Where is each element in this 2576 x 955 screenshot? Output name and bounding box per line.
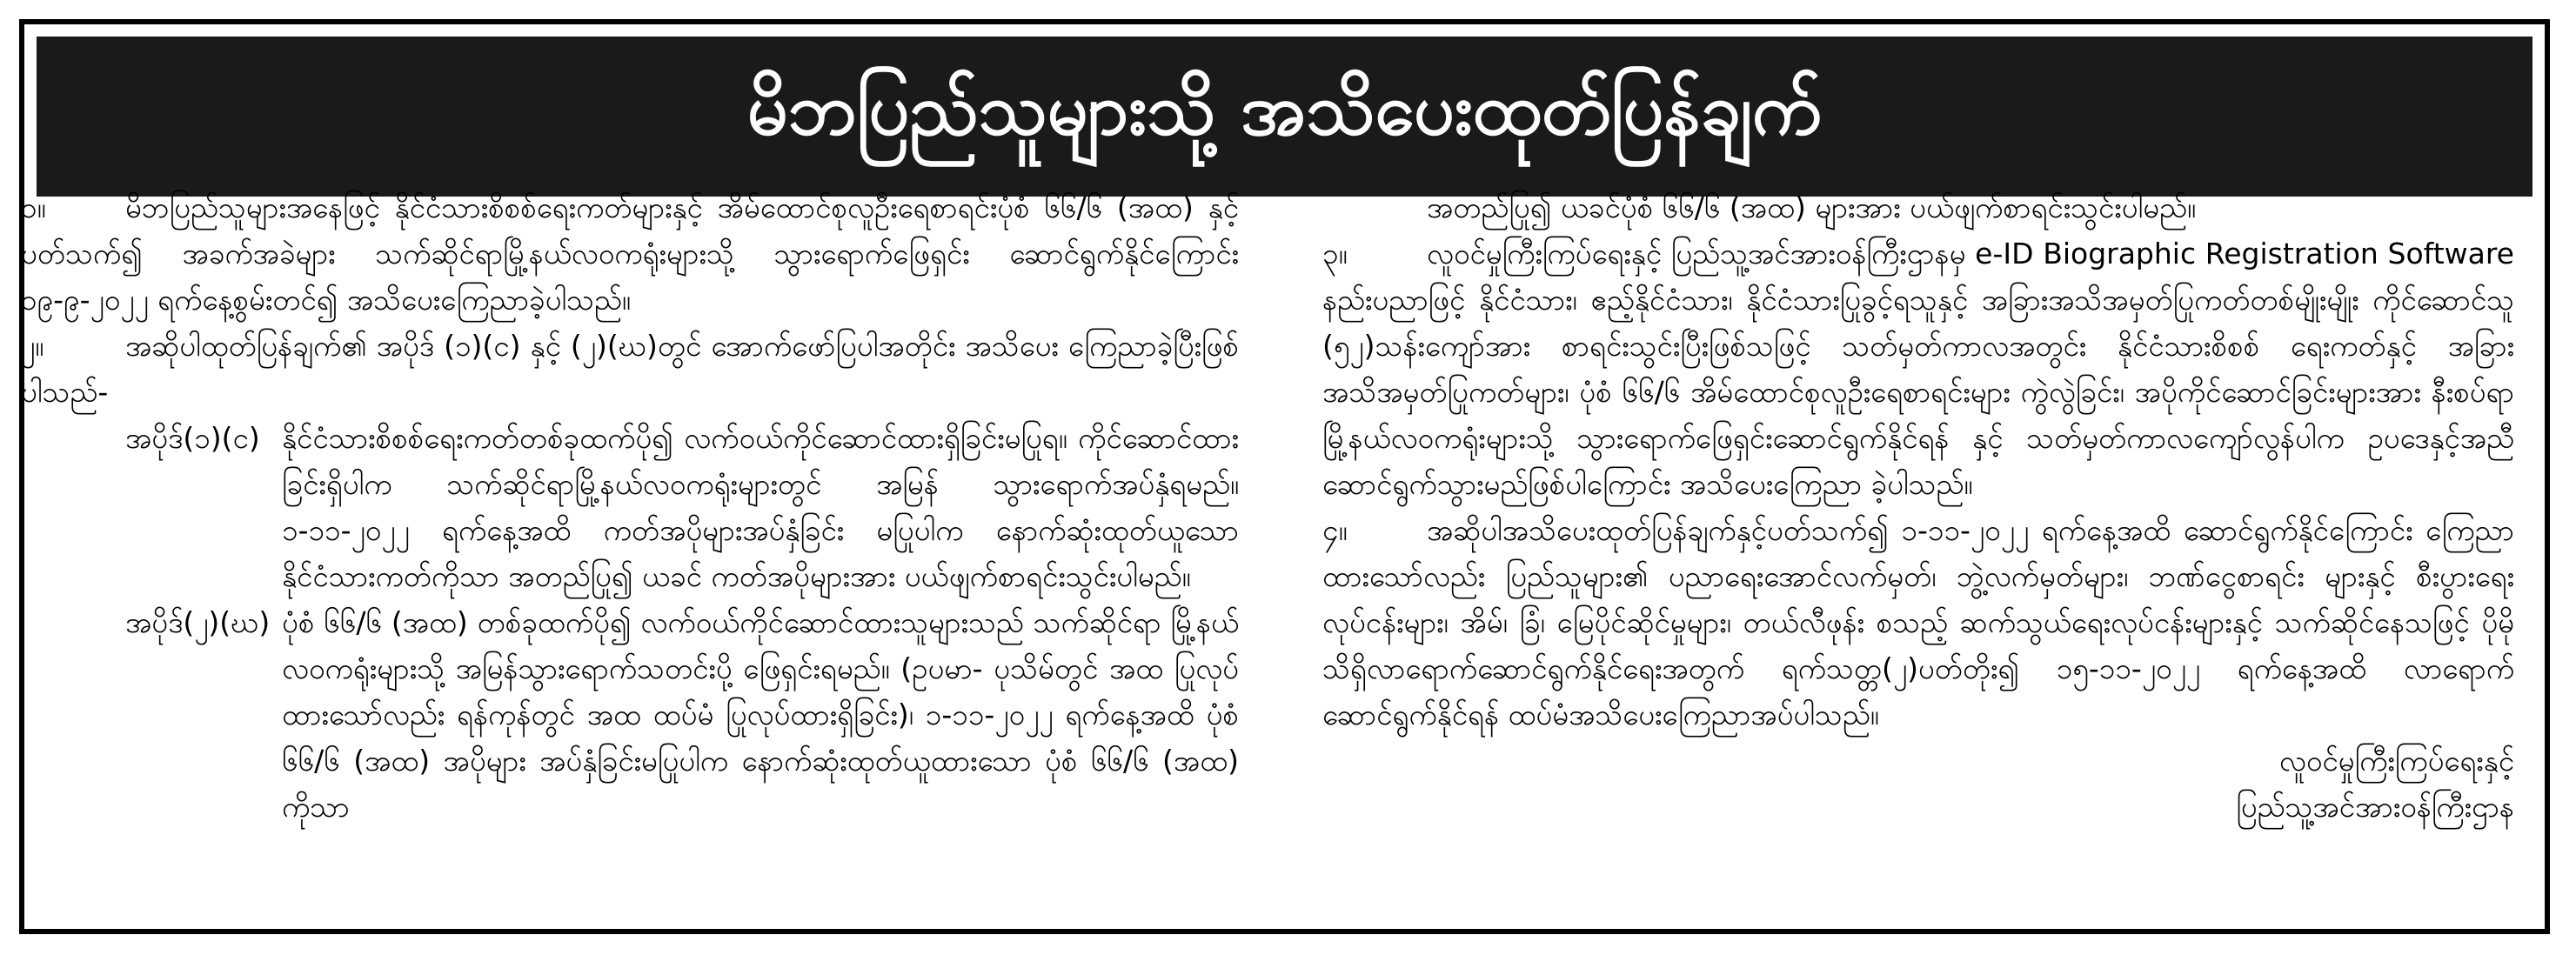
clause-1c [21, 415, 1239, 599]
paragraph-4-number: ၄။ [1322, 513, 1348, 547]
clause-2d-text: ပုံစံ ၆၆/၆ (အထ) တစ်ခုထက်ပို၍ လက်ဝယ်ကိုင်ဆောင်ထားသူများသည် သက်ဆိုင်ရာ မြို့နယ်လဝကရုံးများသို့ အမြန်သွားရောက်သတင်းပို့ ဖြေရှင်းရမည်။ (ဥပမာ- ပုသိမ်တွင် အထ ပြုလုပ်ထားသော်လည်း ရန်ကုန်တွင် အထ ထပ်မံ ပြုလုပ်ထားရှိခြင်း)၊ ၁-၁၁-၂၀၂၂ ရက်နေ့အထိ ပုံစံ ၆၆/၆ (အထ) အပိုများ အပ်နှံခြင်းမပြုပါက နောက်ဆုံးထုတ်ယူထားသော ပုံစံ ၆၆/၆ (အထ) ကိုသာ [282, 605, 1239, 824]
paragraph-1-text: မိဘပြည်သူများအနေဖြင့် နိုင်ငံသားစိစစ်ရေးကတ်များနှင့် အိမ်ထောင်စုလူဦးရေစာရင်းပုံစံ ၆၆/၆ (အထ) နှင့်ပတ်သက်၍ အခက်အခဲများ သက်ဆိုင်ရာမြို့နယ်လဝကရုံးများသို့ သွားရောက်ဖြေရှင်း ဆောင်ရွက်နိုင်ကြောင်း ၁၉-၉-၂၀၂၂ ရက်နေ့စွမ်းတင်၍ အသိပေးကြေညာခဲ့ပါသည်။ [21, 190, 1239, 317]
paragraph-2 [21, 323, 1239, 415]
paragraph-3-text: လူဝင်မှုကြီးကြပ်ရေးနှင့် ပြည်သူ့အင်အားဝန်ကြီးဌာနမှ e-ID Biographic Registration Software နည်းပညာဖြင့် နိုင်ငံသား၊ ဧည့်နိုင်ငံသား၊ နိုင်ငံသားပြုခွင့်ရသူနှင့် အခြားအသိအမှတ်ပြုကတ်တစ်မျိုးမျိုး ကိုင်ဆောင်သူ (၅၂)သန်းကျော်အား စာရင်းသွင်းပြီးဖြစ်သဖြင့် သတ်မှတ်ကာလအတွင်း နိုင်ငံသားစိစစ် ရေးကတ်နှင့် အခြားအသိအမှတ်ပြုကတ်များ၊ ပုံစံ ၆၆/၆ အိမ်ထောင်စုလူဦးရေစာရင်းများ ကွဲလွဲခြင်း၊ အပိုကိုင်ဆောင်ခြင်းများအား နီးစပ်ရာမြို့နယ်လဝကရုံးများသို့ သွားရောက်ဖြေရှင်းဆောင်ရွက်နိုင်ရန် နှင့် သတ်မှတ်ကာလကျော်လွန်ပါက ဥပဒေနှင့်အညီ ဆောင်ရွက်သွားမည်ဖြစ်ပါကြောင်း အသိပေးကြေညာ ခဲ့ပါသည်။ [1322, 237, 2514, 501]
paragraph-1-number: ၁။ [21, 190, 46, 224]
paragraph-1 [21, 184, 1239, 323]
clause-1c-text: နိုင်ငံသားစိစစ်ရေးကတ်တစ်ခုထက်ပို၍ လက်ဝယ်ကိုင်ဆောင်ထားရှိခြင်းမပြုရ။ ကိုင်ဆောင်ထားခြင်းရှိပါက သက်ဆိုင်ရာမြို့နယ်လဝကရုံးများတွင် အမြန် သွားရောက်အပ်နှံရမည်။ ၁-၁၁-၂၀၂၂ ရက်နေ့အထိ ကတ်အပိုများအပ်နှံခြင်း မပြုပါက နောက်ဆုံးထုတ်ယူသော နိုင်ငံသားကတ်ကိုသာ အတည်ပြု၍ ယခင် ကတ်အပိုများအား ပယ်ဖျက်စာရင်းသွင်းပါမည်။ [282, 421, 1239, 593]
signature-line-1: လူဝင်မှုကြီးကြပ်ရေးနှင့် [2278, 744, 2514, 778]
clause-1c-label: အပိုဒ်(၁)(င) [125, 421, 260, 455]
paragraph-4 [1322, 507, 2514, 738]
paragraph-4-text: အဆိုပါအသိပေးထုတ်ပြန်ချက်နှင့်ပတ်သက်၍ ၁-၁၁-၂၀၂၂ ရက်နေ့အထိ ဆောင်ရွက်နိုင်ကြောင်း ကြေညာထားသော်လည်း ပြည်သူများ၏ ပညာရေးအောင်လက်မှတ်၊ ဘွဲ့လက်မှတ်များ၊ ဘဏ်ငွေစာရင်း များနှင့် စီးပွားရေးလုပ်ငန်းများ၊ အိမ်၊ ခြံ၊ မြေပိုင်ဆိုင်မှုများ၊ တယ်လီဖုန်း စသည့် ဆက်သွယ်ရေးလုပ်ငန်းများနှင့် သက်ဆိုင်နေသဖြင့် ပိုမိုသိရှိလာရောက်ဆောင်ရွက်နိုင်ရေးအတွက် ရက်သတ္တ(၂)ပတ်တိုး၍ ၁၅-၁၁-၂၀၂၂ ရက်နေ့အထိ လာရောက်ဆောင်ရွက်နိုင်ရန် ထပ်မံအသိပေးကြေညာအပ်ပါသည်။ [1322, 513, 2514, 731]
right-column [1322, 184, 2514, 830]
continuation-text [1322, 184, 2514, 230]
signature-line-2: ပြည်သူ့အင်အားဝန်ကြီးဌာန [2236, 790, 2514, 824]
notice-title: မိဘပြည်သူများသို့ အသိပေးထုတ်ပြန်ချက် [746, 68, 1823, 151]
continuation-line: အတည်ပြု၍ ယခင်ပုံစံ ၆၆/၆ (အထ) များအား ပယ်ဖျက်စာရင်းသွင်းပါမည်။ [1427, 190, 2196, 224]
paragraph-3-number: ၃။ [1322, 237, 1348, 270]
clause-2d [21, 599, 1239, 830]
paragraph-2-text: အဆိုပါထုတ်ပြန်ချက်၏ အပိုဒ် (၁)(င) နှင့် (၂)(ဃ)တွင် အောက်ဖော်ပြပါအတိုင်း အသိပေး ကြေညာခဲ့ပြီးဖြစ်ပါသည်- [21, 329, 1239, 409]
paragraph-2-number: ၂။ [21, 329, 44, 363]
title-banner [37, 37, 2533, 197]
clause-2d-label: အပိုဒ်(၂)(ဃ) [125, 605, 271, 639]
left-column [21, 184, 1239, 830]
paragraph-3 [1322, 230, 2514, 507]
